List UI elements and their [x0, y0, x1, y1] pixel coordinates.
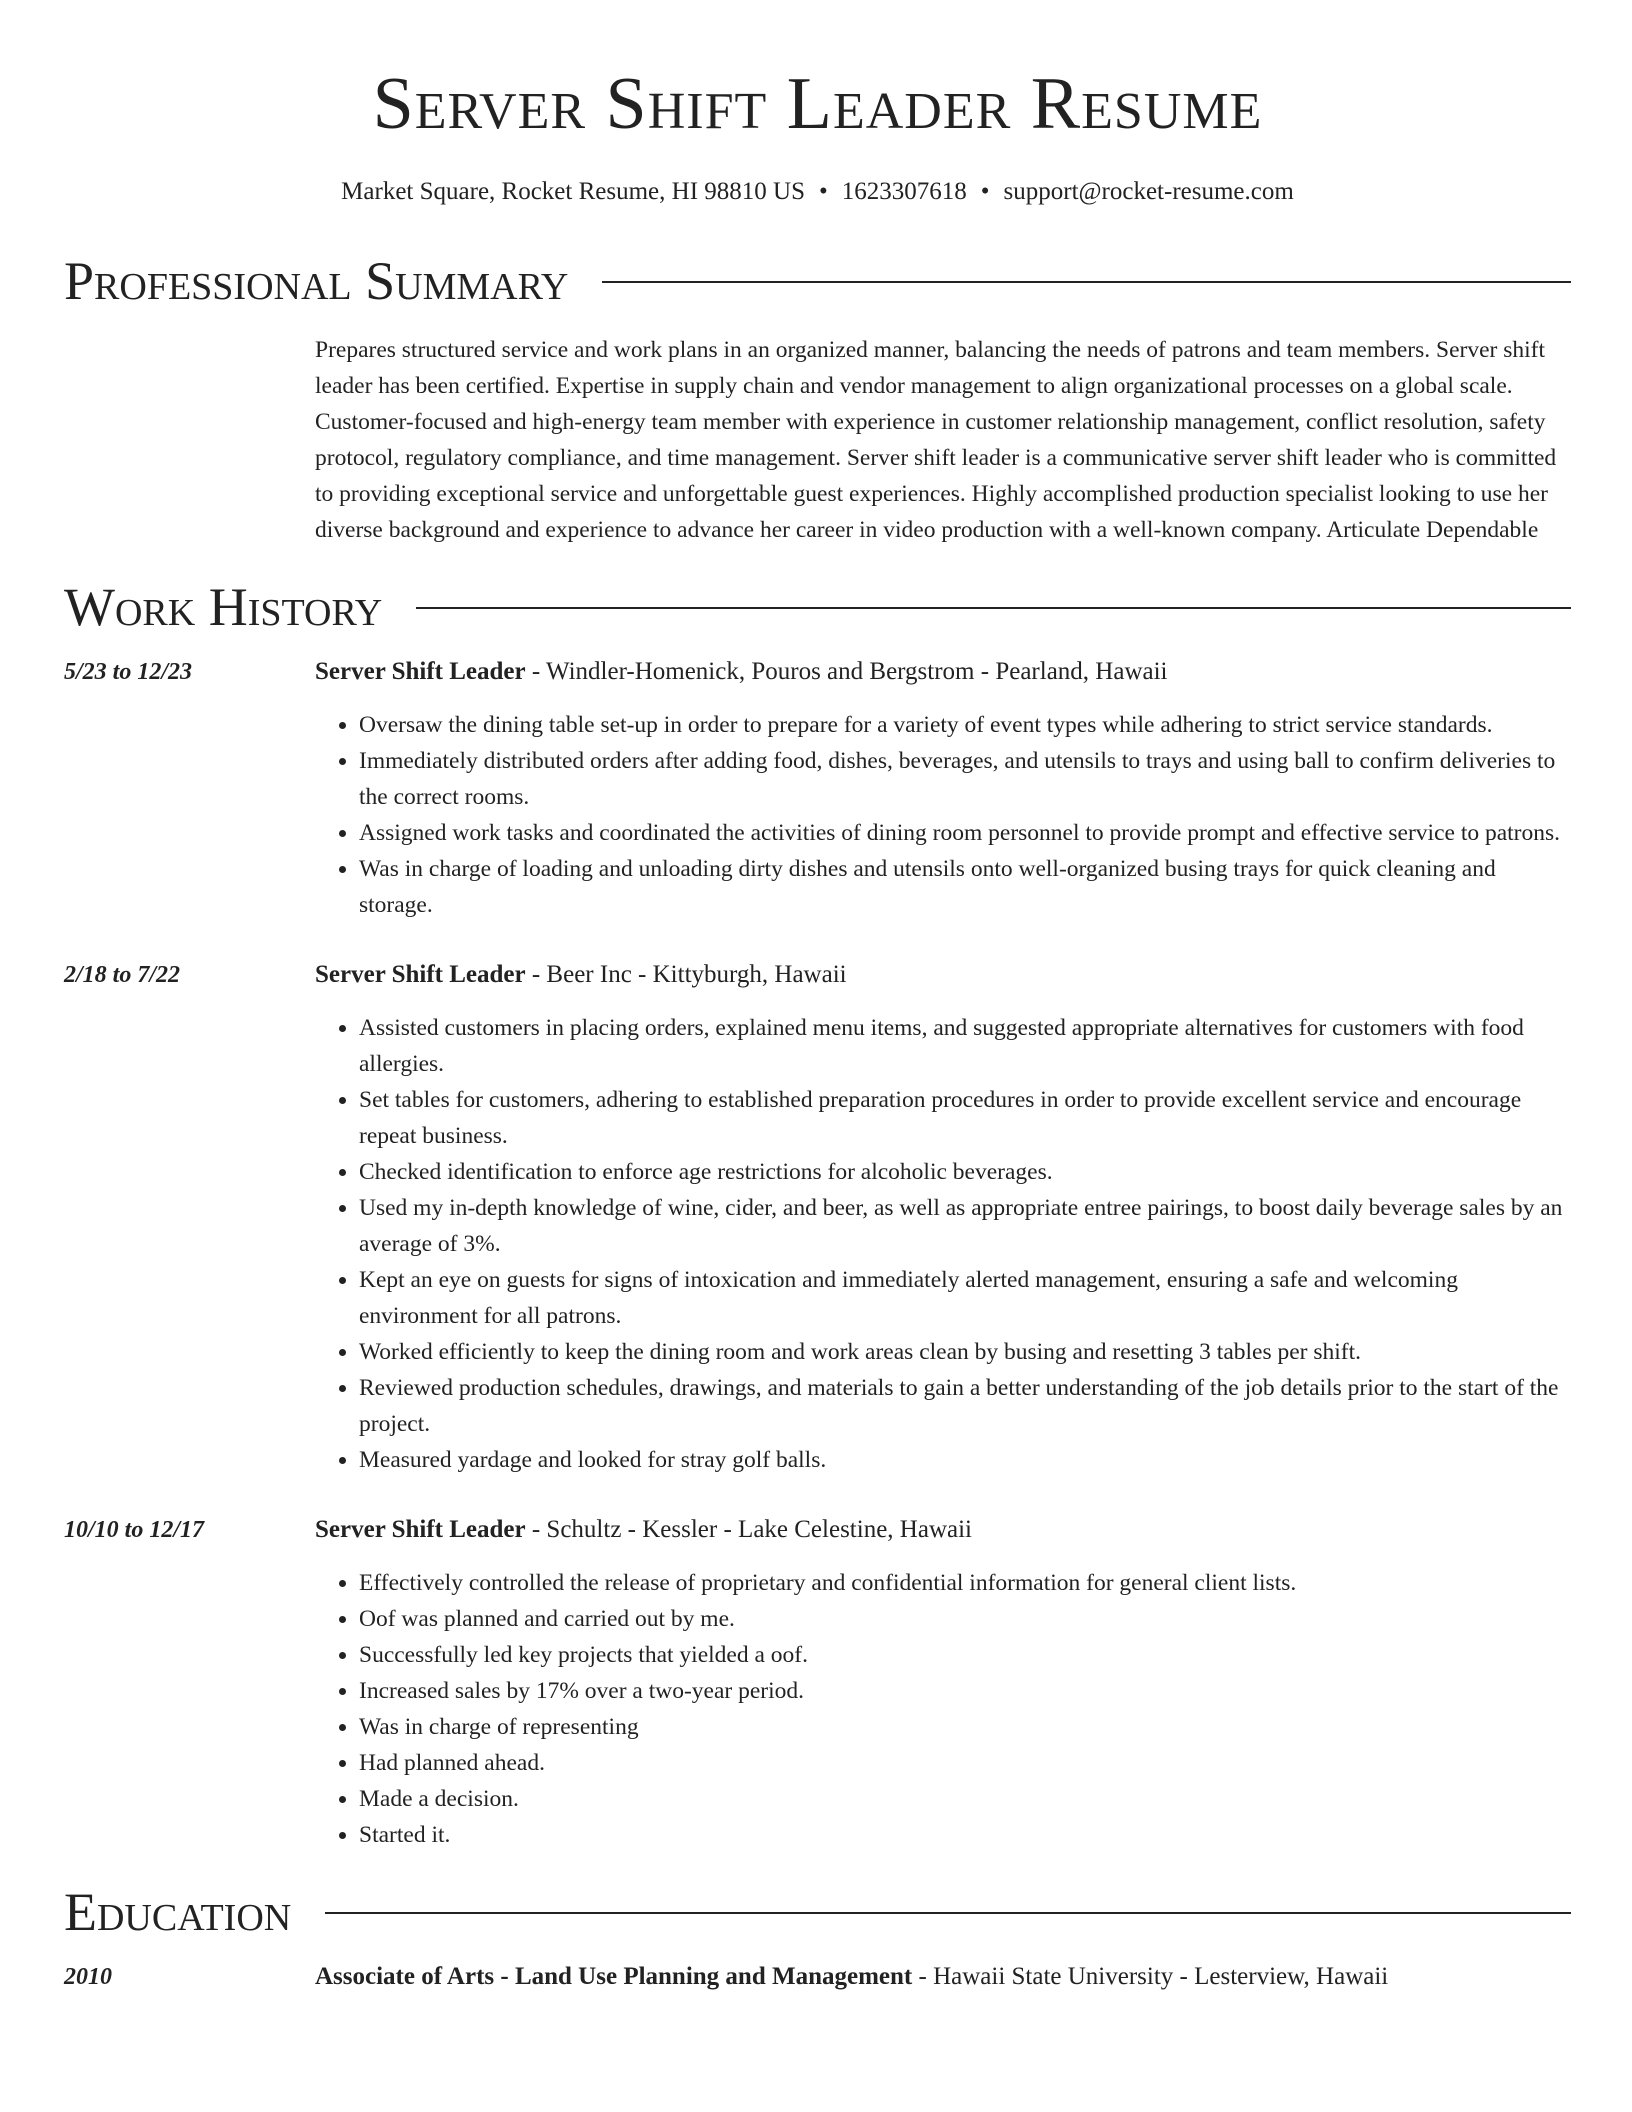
- contact-line: [64, 174, 1571, 210]
- job-bullet-list: [315, 707, 1571, 923]
- job-details: - Windler-Homenick, Pouros and Bergstrom - Pearland, Hawaii: [525, 658, 1168, 685]
- summary-heading: Professional Summary: [64, 251, 569, 311]
- job-entry: [64, 1512, 1571, 1853]
- contact-address: Market Square, Rocket Resume, HI 98810 US: [341, 178, 805, 205]
- list-item: • Had planned ahead.: [359, 1745, 1571, 1781]
- education-section-header: [64, 1881, 1571, 1943]
- job-title-line: [315, 957, 1571, 993]
- job-role: Server Shift Leader: [315, 1516, 526, 1543]
- job-dates: 10/10 to 12/17: [64, 1517, 205, 1543]
- education-degree: Associate of Arts - Land Use Planning and Management: [315, 1963, 913, 1990]
- education-details: - Hawaii State University - Lesterview, Hawaii: [912, 1963, 1389, 1990]
- summary-text: Prepares structured service and work plans in an organized manner, balancing the needs of patrons and team members. Server shift leader has been certified. Expertise in supply chain and vendor management to align organizational processes on a global scale. Customer-focused and high-energy team member with experience in customer relationship management, conflict resolution, safety protocol, regulatory compliance, and time management. Server shift leader is a communicative server shift leader who is committed to providing exceptional service and unforgettable guest experiences. Highly accomplished production specialist looking to use her diverse background and experience to advance her career in video production with a well-known company. Articulate Dependable: [315, 337, 1557, 543]
- list-item: • Effectively controlled the release of proprietary and confidential information for general client lists.: [359, 1565, 1571, 1601]
- list-item: • Was in charge of loading and unloading dirty dishes and utensils onto well-organized busing trays for quick cleaning and storage.: [359, 851, 1571, 923]
- job-dates: 5/23 to 12/23: [64, 659, 193, 685]
- job-role: Server Shift Leader: [315, 961, 526, 988]
- resume-title: Server Shift Leader Resume: [372, 63, 1263, 145]
- list-item: • Set tables for customers, adhering to established preparation procedures in order to provide excellent service and encourage repeat business.: [359, 1082, 1571, 1154]
- work-section-header: [64, 576, 1571, 638]
- list-item: • Assisted customers in placing orders, explained menu items, and suggested appropriate alternatives for customers with food allergies.: [359, 1010, 1571, 1082]
- list-item: • Immediately distributed orders after adding food, dishes, beverages, and utensils to trays and using ball to confirm deliveries to the correct rooms.: [359, 743, 1571, 815]
- list-item: • Kept an eye on guests for signs of intoxication and immediately alerted management, ensuring a safe and welcoming environment for all patrons.: [359, 1262, 1571, 1334]
- job-entry: [64, 957, 1571, 1478]
- job-details: - Beer Inc - Kittyburgh, Hawaii: [525, 961, 847, 988]
- job-body: [315, 654, 1571, 923]
- list-item: • Reviewed production schedules, drawings, and materials to gain a better understanding of the job details prior to the start of the project.: [359, 1370, 1571, 1442]
- work-heading: Work History: [64, 577, 383, 637]
- section-divider: [325, 1912, 1571, 1914]
- job-title-line: [315, 1512, 1571, 1548]
- list-item: • Oversaw the dining table set-up in order to prepare for a variety of event types while adhering to strict service standards.: [359, 707, 1571, 743]
- job-body: [315, 957, 1571, 1478]
- job-role: Server Shift Leader: [315, 658, 526, 685]
- section-divider: [602, 281, 1571, 283]
- list-item: • Measured yardage and looked for stray golf balls.: [359, 1442, 1571, 1478]
- job-entry: [64, 654, 1571, 923]
- education-heading: Education: [64, 1882, 292, 1942]
- list-item: • Assigned work tasks and coordinated the activities of dining room personnel to provide prompt and effective service to patrons.: [359, 815, 1571, 851]
- education-line: [315, 1959, 1571, 1995]
- list-item: • Checked identification to enforce age restrictions for alcoholic beverages.: [359, 1154, 1571, 1190]
- list-item: • Successfully led key projects that yielded a oof.: [359, 1637, 1571, 1673]
- job-details: - Schultz - Kessler - Lake Celestine, Hawaii: [525, 1516, 972, 1543]
- contact-separator: •: [818, 178, 828, 205]
- list-item: • Used my in-depth knowledge of wine, cider, and beer, as well as appropriate entree pairings, to boost daily beverage sales by an average of 3%.: [359, 1190, 1571, 1262]
- section-divider: [416, 607, 1571, 609]
- list-item: • Made a decision.: [359, 1781, 1571, 1817]
- contact-email: support@rocket-resume.com: [1003, 178, 1294, 205]
- list-item: • Started it.: [359, 1817, 1571, 1853]
- job-bullet-list: [315, 1010, 1571, 1478]
- list-item: • Oof was planned and carried out by me.: [359, 1601, 1571, 1637]
- job-title-line: [315, 654, 1571, 690]
- job-body: [315, 1512, 1571, 1853]
- list-item: • Worked efficiently to keep the dining room and work areas clean by busing and resetting 3 tables per shift.: [359, 1334, 1571, 1370]
- contact-phone: 1623307618: [841, 178, 967, 205]
- summary-section-header: [64, 250, 1571, 312]
- education-entry: [64, 1959, 1571, 1995]
- job-bullet-list: [315, 1565, 1571, 1853]
- contact-separator: •: [980, 178, 990, 205]
- job-dates: 2/18 to 7/22: [64, 962, 181, 988]
- list-item: • Increased sales by 17% over a two-year period.: [359, 1673, 1571, 1709]
- list-item: • Was in charge of representing: [359, 1709, 1571, 1745]
- education-body: [315, 1959, 1571, 1995]
- education-year: 2010: [64, 1964, 112, 1990]
